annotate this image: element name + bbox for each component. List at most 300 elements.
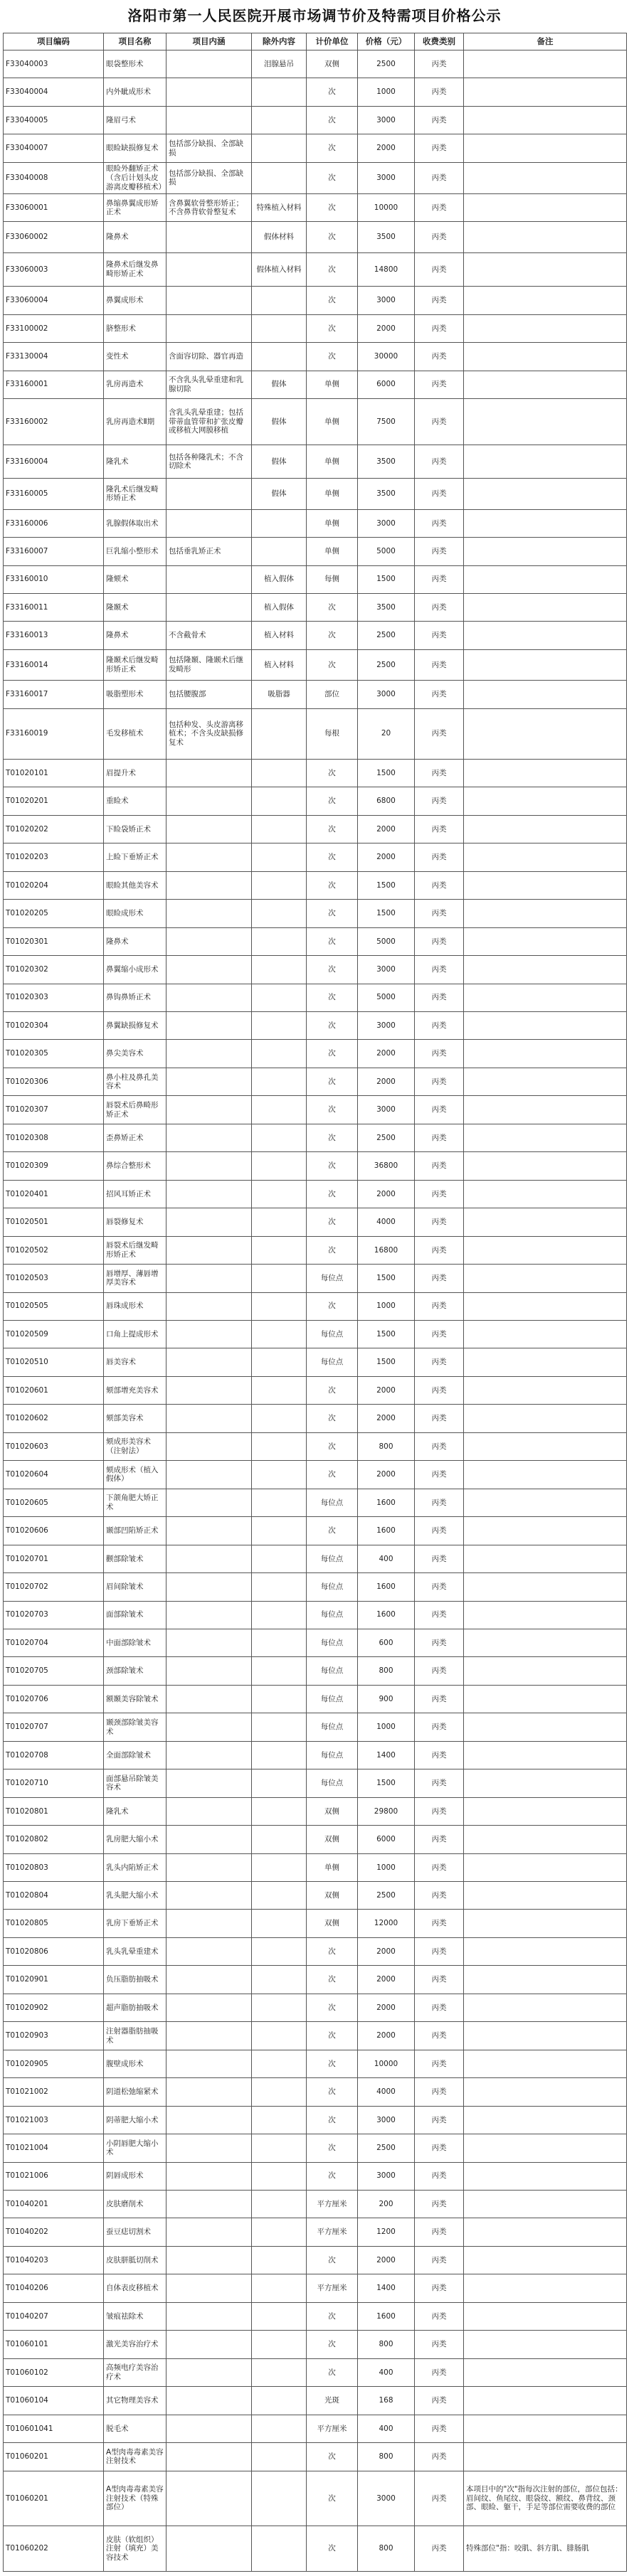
header-note: 备注	[464, 33, 627, 50]
cell-content	[166, 50, 252, 78]
cell-excluded	[252, 2218, 307, 2246]
cell-name: 隆乳术后继发畸形矫正术	[104, 479, 166, 509]
cell-content	[166, 1629, 252, 1656]
cell-code: F33040007	[4, 134, 104, 162]
cell-price: 4000	[358, 1208, 415, 1236]
cell-excluded	[252, 2134, 307, 2162]
cell-content	[166, 1741, 252, 1769]
cell-unit: 次	[307, 843, 358, 871]
cell-excluded: 植入材料	[252, 622, 307, 649]
table-row	[4, 927, 627, 955]
cell-name: 皮肤胼胝切削术	[104, 2246, 166, 2274]
cell-code: T01060101	[4, 2331, 104, 2358]
table-row	[4, 1994, 627, 2021]
cell-content	[166, 565, 252, 593]
table-row	[4, 649, 627, 680]
cell-category: 丙类	[415, 1348, 464, 1376]
cell-note-empty	[464, 708, 627, 759]
cell-price: 2000	[358, 134, 415, 162]
cell-category: 丙类	[415, 787, 464, 815]
cell-name: 脐整形术	[104, 314, 166, 342]
cell-content	[166, 2078, 252, 2106]
cell-category: 丙类	[415, 2387, 464, 2415]
cell-code: T01060201	[4, 2471, 104, 2526]
cell-note-empty	[464, 2274, 627, 2302]
cell-name: 皮肤（软组织）注射（填充）美容技术	[104, 2526, 166, 2572]
cell-code: T01020501	[4, 1208, 104, 1236]
cell-category: 丙类	[415, 708, 464, 759]
table-row	[4, 1826, 627, 1853]
header-price: 价格（元）	[358, 33, 415, 50]
cell-excluded: 泪腺悬吊	[252, 50, 307, 78]
cell-excluded: 植入假体	[252, 565, 307, 593]
cell-content	[166, 759, 252, 787]
cell-note-empty	[464, 565, 627, 593]
cell-category: 丙类	[415, 162, 464, 193]
cell-unit: 次	[307, 1937, 358, 1965]
cell-note-empty	[464, 1180, 627, 1208]
cell-content	[166, 1152, 252, 1180]
cell-note-empty	[464, 2218, 627, 2246]
table-row	[4, 2078, 627, 2106]
cell-category: 丙类	[415, 1910, 464, 1937]
cell-category: 丙类	[415, 371, 464, 398]
cell-category: 丙类	[415, 509, 464, 537]
table-row	[4, 984, 627, 1011]
cell-unit: 单侧	[307, 479, 358, 509]
cell-content	[166, 900, 252, 927]
cell-unit: 单侧	[307, 398, 358, 445]
cell-note-empty	[464, 1236, 627, 1264]
table-row	[4, 162, 627, 193]
table-row	[4, 1320, 627, 1348]
cell-name: 唇美容术	[104, 1348, 166, 1376]
cell-content	[166, 2387, 252, 2415]
cell-unit: 次	[307, 1994, 358, 2021]
cell-name: 隆眉弓术	[104, 106, 166, 134]
cell-code: F33060004	[4, 287, 104, 314]
table-row	[4, 1545, 627, 1572]
cell-excluded	[252, 1208, 307, 1236]
cell-name: 鼻尖美容术	[104, 1040, 166, 1068]
cell-note-empty	[464, 1826, 627, 1853]
cell-content: 包括部分缺损、全部缺损	[166, 134, 252, 162]
cell-content: 含面容切除、器官再造	[166, 343, 252, 371]
table-row	[4, 1882, 627, 1910]
cell-excluded	[252, 343, 307, 371]
cell-price: 800	[358, 1432, 415, 1460]
cell-unit: 次	[307, 106, 358, 134]
cell-content	[166, 1826, 252, 1853]
cell-category: 丙类	[415, 106, 464, 134]
table-row	[4, 1011, 627, 1039]
cell-content	[166, 252, 252, 287]
cell-excluded	[252, 2274, 307, 2302]
cell-unit: 平方厘米	[307, 2274, 358, 2302]
cell-note-empty	[464, 162, 627, 193]
cell-note-empty	[464, 134, 627, 162]
cell-price: 6000	[358, 371, 415, 398]
table-row	[4, 1769, 627, 1797]
cell-unit: 次	[307, 314, 358, 342]
cell-excluded	[252, 1124, 307, 1151]
cell-name: 乳头肥大缩小术	[104, 1882, 166, 1910]
cell-excluded	[252, 1068, 307, 1095]
cell-name: 皮肤磨削术	[104, 2191, 166, 2218]
cell-content	[166, 2358, 252, 2386]
cell-unit: 每位点	[307, 1573, 358, 1601]
cell-price: 1200	[358, 2218, 415, 2246]
cell-category: 丙类	[415, 78, 464, 106]
cell-code: T01020205	[4, 900, 104, 927]
cell-unit: 单侧	[307, 1853, 358, 1881]
cell-unit: 单侧	[307, 509, 358, 537]
table-row	[4, 2358, 627, 2386]
cell-code: T01020304	[4, 1011, 104, 1039]
cell-code: T01020602	[4, 1405, 104, 1432]
cell-note-empty	[464, 1910, 627, 1937]
cell-name: 注射器脂肪抽吸术	[104, 2022, 166, 2050]
cell-category: 丙类	[415, 1011, 464, 1039]
table-row	[4, 343, 627, 371]
cell-content	[166, 1573, 252, 1601]
cell-unit: 次	[307, 2022, 358, 2050]
cell-category: 丙类	[415, 134, 464, 162]
cell-note-empty	[464, 2106, 627, 2134]
cell-price: 1500	[358, 1348, 415, 1376]
cell-code: T01020703	[4, 1601, 104, 1629]
cell-code: F33160010	[4, 565, 104, 593]
cell-unit: 平方厘米	[307, 2191, 358, 2218]
cell-unit: 次	[307, 927, 358, 955]
table-row	[4, 1068, 627, 1095]
cell-code: T01020308	[4, 1124, 104, 1151]
cell-price: 2000	[358, 1994, 415, 2021]
cell-content	[166, 1994, 252, 2021]
cell-price: 3000	[358, 2106, 415, 2134]
cell-price: 2000	[358, 1461, 415, 1489]
cell-name: 上睑下垂矫正术	[104, 843, 166, 871]
cell-unit: 次	[307, 787, 358, 815]
cell-name: 腹壁成形术	[104, 2050, 166, 2077]
cell-note-empty	[464, 649, 627, 680]
cell-excluded	[252, 2331, 307, 2358]
cell-name: 鼻小柱及鼻孔美容术	[104, 1068, 166, 1095]
cell-name: 吸脂塑形术	[104, 681, 166, 708]
cell-price: 800	[358, 2443, 415, 2471]
cell-note-empty	[464, 1657, 627, 1685]
cell-category: 丙类	[415, 1180, 464, 1208]
cell-name: 眼睑外翻矫正术（含后计划头皮游离皮瓣移植术）	[104, 162, 166, 193]
cell-category: 丙类	[415, 2526, 464, 2572]
cell-unit: 次	[307, 2358, 358, 2386]
cell-code: F33060002	[4, 222, 104, 252]
table-row	[4, 1180, 627, 1208]
cell-note-empty	[464, 1994, 627, 2021]
cell-category: 丙类	[415, 1601, 464, 1629]
cell-price: 900	[358, 1685, 415, 1713]
cell-unit: 次	[307, 1517, 358, 1545]
cell-note-empty	[464, 1741, 627, 1769]
cell-unit: 每根	[307, 708, 358, 759]
page-title: 洛阳市第一人民医院开展市场调节价及特需项目价格公示	[127, 7, 502, 24]
cell-content	[166, 1713, 252, 1741]
table-row	[4, 1601, 627, 1629]
table-row	[4, 2526, 627, 2572]
table-row	[4, 1040, 627, 1068]
cell-category: 丙类	[415, 2022, 464, 2050]
cell-unit: 次	[307, 1096, 358, 1124]
cell-content	[166, 1011, 252, 1039]
cell-excluded	[252, 708, 307, 759]
cell-unit: 次	[307, 193, 358, 221]
table-row	[4, 1096, 627, 1124]
cell-price: 3000	[358, 287, 415, 314]
cell-code: F33160001	[4, 371, 104, 398]
cell-content	[166, 1882, 252, 1910]
header-name: 项目名称	[104, 33, 166, 50]
cell-name: 超声脂肪抽吸术	[104, 1994, 166, 2021]
table-row	[4, 1405, 627, 1432]
cell-category: 丙类	[415, 2162, 464, 2190]
cell-code: T01020905	[4, 2050, 104, 2077]
cell-excluded: 假体植入材料	[252, 252, 307, 287]
table-row	[4, 445, 627, 479]
cell-note-empty	[464, 1320, 627, 1348]
table-row	[4, 2471, 627, 2526]
cell-code: T01020307	[4, 1096, 104, 1124]
table-row	[4, 371, 627, 398]
cell-name: 内外眦成形术	[104, 78, 166, 106]
cell-category: 丙类	[415, 984, 464, 1011]
cell-unit: 次	[307, 871, 358, 899]
cell-code: F33040004	[4, 78, 104, 106]
cell-category: 丙类	[415, 1769, 464, 1797]
cell-price: 1500	[358, 871, 415, 899]
table-row	[4, 787, 627, 815]
cell-note-empty	[464, 1292, 627, 1320]
cell-unit: 每位点	[307, 1601, 358, 1629]
cell-excluded	[252, 1853, 307, 1881]
cell-excluded	[252, 2022, 307, 2050]
cell-code: T01021003	[4, 2106, 104, 2134]
table-row	[4, 2415, 627, 2442]
cell-category: 丙类	[415, 2443, 464, 2471]
cell-content	[166, 2134, 252, 2162]
cell-unit: 次	[307, 622, 358, 649]
cell-content: 包括各种隆乳术；不含切除术	[166, 445, 252, 479]
cell-name: 隆鼻术	[104, 622, 166, 649]
cell-category: 丙类	[415, 681, 464, 708]
cell-unit: 每位点	[307, 1489, 358, 1516]
cell-price: 3000	[358, 106, 415, 134]
cell-excluded	[252, 2526, 307, 2572]
cell-code: F33160006	[4, 509, 104, 537]
table-row	[4, 1292, 627, 1320]
cell-content	[166, 593, 252, 621]
table-row	[4, 593, 627, 621]
cell-category: 丙类	[415, 1040, 464, 1068]
cell-price: 400	[358, 2415, 415, 2442]
table-row	[4, 222, 627, 252]
cell-price: 1500	[358, 1265, 415, 1292]
cell-excluded	[252, 1741, 307, 1769]
cell-category: 丙类	[415, 1320, 464, 1348]
cell-excluded	[252, 2302, 307, 2330]
cell-unit: 次	[307, 649, 358, 680]
cell-content	[166, 287, 252, 314]
cell-category: 丙类	[415, 538, 464, 565]
cell-name: 阴唇成形术	[104, 2162, 166, 2190]
cell-price: 2000	[358, 815, 415, 843]
cell-note-empty	[464, 1573, 627, 1601]
cell-note-empty	[464, 2358, 627, 2386]
cell-price: 36800	[358, 1152, 415, 1180]
cell-name: 眼睑缺损修复术	[104, 134, 166, 162]
cell-category: 丙类	[415, 815, 464, 843]
cell-price: 3000	[358, 509, 415, 537]
cell-excluded	[252, 1685, 307, 1713]
cell-name: 隆乳术	[104, 445, 166, 479]
cell-note-empty	[464, 1713, 627, 1741]
cell-code: T01040206	[4, 2274, 104, 2302]
cell-excluded	[252, 2162, 307, 2190]
cell-excluded	[252, 1236, 307, 1264]
cell-unit: 平方厘米	[307, 2415, 358, 2442]
cell-price: 400	[358, 1545, 415, 1572]
cell-price: 16800	[358, 1236, 415, 1264]
table-row	[4, 1348, 627, 1376]
cell-code: T01020801	[4, 1797, 104, 1825]
cell-category: 丙类	[415, 1545, 464, 1572]
table-row	[4, 287, 627, 314]
cell-note-empty	[464, 2246, 627, 2274]
cell-price: 1500	[358, 1769, 415, 1797]
cell-category: 丙类	[415, 2191, 464, 2218]
cell-code: T01020306	[4, 1068, 104, 1095]
cell-price: 3000	[358, 2471, 415, 2526]
cell-name: 唇裂术后鼻畸形矫正术	[104, 1096, 166, 1124]
cell-code: F33160007	[4, 538, 104, 565]
cell-unit: 每位点	[307, 1769, 358, 1797]
cell-unit: 次	[307, 593, 358, 621]
cell-code: T01020806	[4, 1937, 104, 1965]
cell-name: 隆颞术	[104, 593, 166, 621]
cell-content	[166, 787, 252, 815]
cell-code: F33160014	[4, 649, 104, 680]
header-unit: 计价单位	[307, 33, 358, 50]
cell-code: F33160011	[4, 593, 104, 621]
table-row	[4, 78, 627, 106]
cell-content	[166, 1376, 252, 1404]
cell-price: 2000	[358, 1180, 415, 1208]
cell-content	[166, 1489, 252, 1516]
cell-unit: 次	[307, 2443, 358, 2471]
cell-category: 丙类	[415, 2415, 464, 2442]
table-row	[4, 2246, 627, 2274]
cell-content	[166, 2106, 252, 2134]
cell-category: 丙类	[415, 927, 464, 955]
cell-code: T01021004	[4, 2134, 104, 2162]
cell-excluded: 假体	[252, 445, 307, 479]
cell-content	[166, 2471, 252, 2526]
header-excluded: 除外内容	[252, 33, 307, 50]
cell-content	[166, 1180, 252, 1208]
cell-code: T01020301	[4, 927, 104, 955]
cell-excluded	[252, 2471, 307, 2526]
cell-note-empty	[464, 509, 627, 537]
cell-content	[166, 2191, 252, 2218]
cell-code: T01020503	[4, 1265, 104, 1292]
cell-note-empty	[464, 2443, 627, 2471]
cell-excluded	[252, 871, 307, 899]
cell-price: 3000	[358, 1011, 415, 1039]
cell-note-empty	[464, 2191, 627, 2218]
cell-category: 丙类	[415, 287, 464, 314]
cell-code: T01060201	[4, 2443, 104, 2471]
cell-note-empty	[464, 1405, 627, 1432]
cell-note-empty	[464, 2162, 627, 2190]
cell-name: 隆乳术	[104, 1797, 166, 1825]
cell-note-empty	[464, 1011, 627, 1039]
cell-excluded	[252, 1910, 307, 1937]
cell-unit: 次	[307, 1376, 358, 1404]
cell-unit: 单侧	[307, 538, 358, 565]
cell-code: T01020804	[4, 1882, 104, 1910]
cell-excluded	[252, 287, 307, 314]
cell-unit: 次	[307, 1180, 358, 1208]
cell-code: T01020707	[4, 1713, 104, 1741]
cell-code: T01020803	[4, 1853, 104, 1881]
cell-excluded	[252, 1376, 307, 1404]
cell-name: 隆鼻术	[104, 927, 166, 955]
cell-note-empty	[464, 2331, 627, 2358]
cell-price: 2000	[358, 314, 415, 342]
cell-category: 丙类	[415, 2471, 464, 2526]
cell-name: 毛发移植术	[104, 708, 166, 759]
cell-name: 面部悬吊除皱美容术	[104, 1769, 166, 1797]
cell-name: 唇增厚、薄唇增厚美容术	[104, 1265, 166, 1292]
cell-unit: 次	[307, 1040, 358, 1068]
cell-note-empty	[464, 1265, 627, 1292]
cell-excluded	[252, 1011, 307, 1039]
cell-price: 2000	[358, 1937, 415, 1965]
cell-name: 眼睑其他美容术	[104, 871, 166, 899]
cell-unit: 次	[307, 1152, 358, 1180]
cell-note-empty	[464, 1769, 627, 1797]
cell-unit: 次	[307, 162, 358, 193]
table-row	[4, 2050, 627, 2077]
cell-note-empty	[464, 1376, 627, 1404]
cell-price: 800	[358, 2526, 415, 2572]
cell-content	[166, 2274, 252, 2302]
cell-excluded	[252, 2387, 307, 2415]
cell-content	[166, 222, 252, 252]
cell-excluded	[252, 2415, 307, 2442]
cell-name: 小阴唇肥大缩小术	[104, 2134, 166, 2162]
cell-content	[166, 815, 252, 843]
cell-name: 高频电疗美容治疗术	[104, 2358, 166, 2386]
cell-code: T01020305	[4, 1040, 104, 1068]
cell-price: 2000	[358, 1376, 415, 1404]
cell-category: 丙类	[415, 1685, 464, 1713]
cell-price: 3500	[358, 593, 415, 621]
cell-name: 隆颞术后继发畸形矫正术	[104, 649, 166, 680]
cell-name: 颧部除皱术	[104, 1545, 166, 1572]
cell-category: 丙类	[415, 1405, 464, 1432]
cell-price: 2500	[358, 2134, 415, 2162]
cell-excluded	[252, 1826, 307, 1853]
